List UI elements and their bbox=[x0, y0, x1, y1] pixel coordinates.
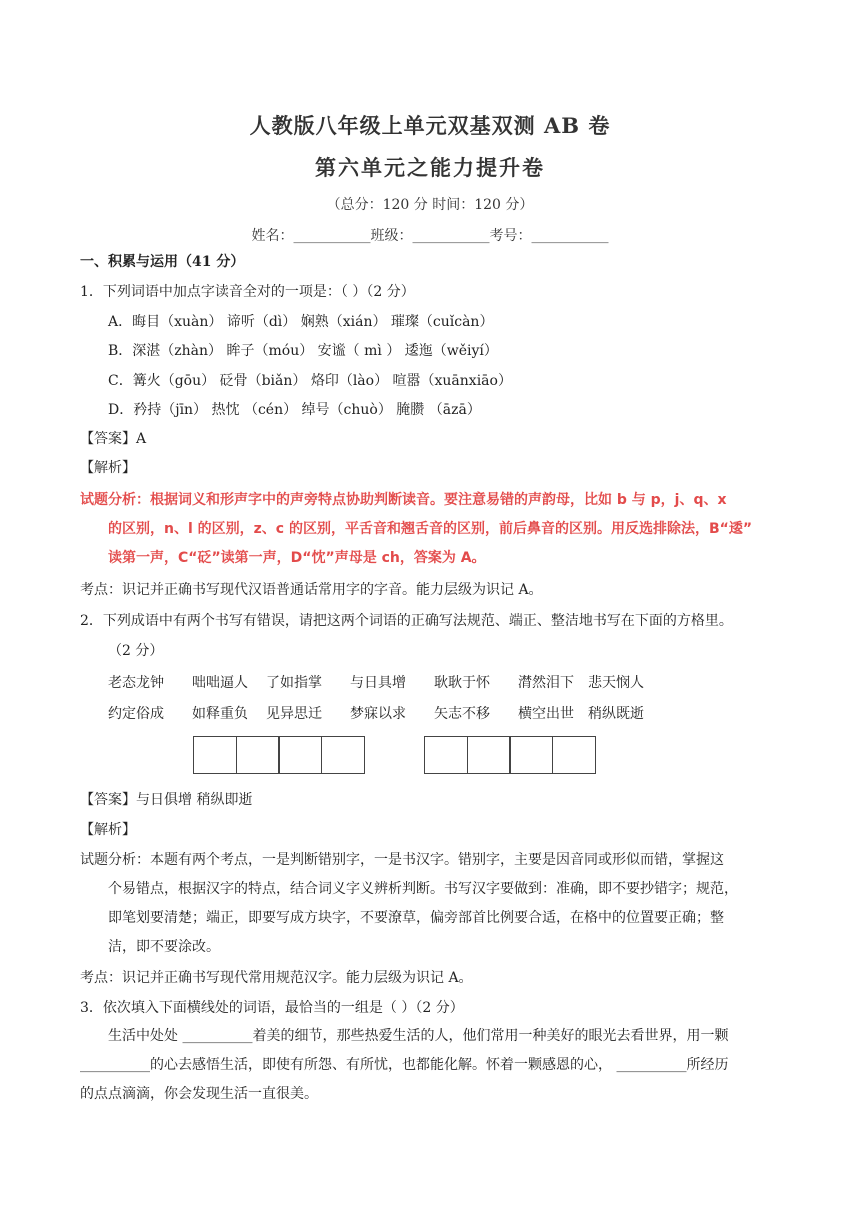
question-1-analysis-line-2: 的区别，n、l 的区别，z、c 的区别，平舌音和翘舌音的区别，前后鼻音的区别。用反选排除法，B“逶” bbox=[108, 521, 753, 537]
idiom: 老态龙钟 bbox=[108, 675, 164, 691]
question-1-analysis-line-3: 读第一声，C“砭”读第一声，D“忱”声母是 ch，答案为 A。 bbox=[108, 550, 486, 566]
answer-grid-2[interactable] bbox=[424, 736, 594, 774]
idiom: 矢志不移 bbox=[434, 706, 490, 722]
idiom: 与日具增 bbox=[350, 675, 406, 691]
answer-box[interactable] bbox=[424, 736, 468, 774]
score-time-info: （总分：120 分 时间：120 分） bbox=[326, 197, 534, 213]
idiom: 悲天悯人 bbox=[588, 675, 644, 691]
answer-box[interactable] bbox=[509, 736, 553, 774]
question-2-stem-line-2: （2 分） bbox=[108, 643, 164, 659]
idiom: 稍纵既逝 bbox=[588, 706, 644, 722]
idiom: 见异思迁 bbox=[266, 706, 322, 722]
idiom: 约定俗成 bbox=[108, 706, 164, 722]
analysis-line: 洁，即不要涂改。 bbox=[108, 939, 220, 955]
question-2-point: 考点：识记并正确书写现代常用规范汉字。能力层级为识记 A。 bbox=[80, 970, 473, 986]
document-title: 人教版八年级上单元双基双测 AB 卷 bbox=[249, 113, 611, 138]
idiom-row-2 bbox=[108, 703, 672, 723]
answer-box[interactable] bbox=[193, 736, 237, 774]
answer-grid-1[interactable] bbox=[193, 736, 363, 774]
question-2-answer: 【答案】与日俱增 稍纵即逝 bbox=[80, 792, 253, 808]
question-3-passage bbox=[80, 1022, 790, 1109]
student-info-fields: 姓名：___________班级：___________考号：___________ bbox=[251, 228, 609, 244]
document-subtitle: 第六单元之能力提升卷 bbox=[315, 155, 545, 180]
question-1-option-a: A．晦目（xuàn） 谛听（dì） 娴熟（xián） 璀璨（cuǐcàn） bbox=[108, 314, 494, 330]
question-1-point: 考点：识记并正确书写现代汉语普通话常用字的字音。能力层级为识记 A。 bbox=[80, 582, 543, 598]
question-2-stem-line-1: 2．下列成语中有两个书写有错误，请把这两个词语的正确写法规范、端正、整洁地书写在下面的方格里。 bbox=[80, 613, 733, 629]
question-3-stem: 3．依次填入下面横线处的词语，最恰当的一组是（ ）（2 分） bbox=[80, 1000, 464, 1016]
answer-box[interactable] bbox=[278, 736, 322, 774]
answer-box[interactable] bbox=[552, 736, 596, 774]
idiom: 了如指掌 bbox=[266, 675, 322, 691]
idiom: 潸然泪下 bbox=[518, 675, 574, 691]
passage-line: 的点点滴滴，你会发现生活一直很美。 bbox=[80, 1086, 318, 1102]
passage-line: __________的心去感悟生活，即使有所怨、有所忧，也都能化解。怀着一颗感恩的心， __________所经历 bbox=[80, 1057, 729, 1073]
idiom: 如释重负 bbox=[192, 706, 248, 722]
question-1-option-b: B．深湛（zhàn） 眸子（móu） 安谧（ mì ） 逶迤（wěiyí） bbox=[108, 343, 498, 359]
analysis-line: 即笔划要清楚；端正，即要写成方块字，不要潦草，偏旁部首比例要合适，在格中的位置要正确；整 bbox=[108, 910, 724, 926]
question-2-analysis-label: 【解析】 bbox=[80, 822, 136, 838]
question-1-analysis-line-1: 试题分析：根据词义和形声字中的声旁特点协助判断读音。要注意易错的声韵母，比如 b 与 p，j、q、x bbox=[80, 492, 727, 508]
answer-box[interactable] bbox=[321, 736, 365, 774]
analysis-line: 试题分析：本题有两个考点，一是判断错别字，一是书汉字。错别字，主要是因音同或形似而错，掌握这 bbox=[80, 852, 724, 868]
question-1-answer: 【答案】A bbox=[80, 431, 147, 447]
question-1-option-c: C．篝火（gōu） 砭骨（biǎn） 烙印（lào） 喧嚣（xuānxiāo） bbox=[108, 373, 512, 389]
passage-line: 生活中处处 __________着美的细节，那些热爱生活的人，他们常用一种美好的眼光去看世界，用一颗 bbox=[108, 1028, 729, 1044]
idiom: 梦寐以求 bbox=[350, 706, 406, 722]
section-heading: 一、积累与运用（41 分） bbox=[80, 254, 245, 270]
idiom: 耿耿于怀 bbox=[434, 675, 490, 691]
question-1-option-d: D．矜持（jīn） 热忱 （cén） 绰号（chuò） 腌臜 （āzā） bbox=[108, 402, 481, 418]
question-1-stem: 1．下列词语中加点字读音全对的一项是：（ ）（2 分） bbox=[80, 284, 415, 300]
analysis-line: 个易错点，根据汉字的特点，结合词义字义辨析判断。书写汉字要做到：准确，即不要抄错字；规范， bbox=[108, 881, 738, 897]
answer-box[interactable] bbox=[236, 736, 280, 774]
idiom: 横空出世 bbox=[518, 706, 574, 722]
answer-box[interactable] bbox=[467, 736, 511, 774]
idiom-row-1 bbox=[108, 672, 672, 692]
question-1-analysis-label: 【解析】 bbox=[80, 460, 136, 476]
idiom: 咄咄逼人 bbox=[192, 675, 248, 691]
question-2-analysis bbox=[80, 846, 790, 962]
